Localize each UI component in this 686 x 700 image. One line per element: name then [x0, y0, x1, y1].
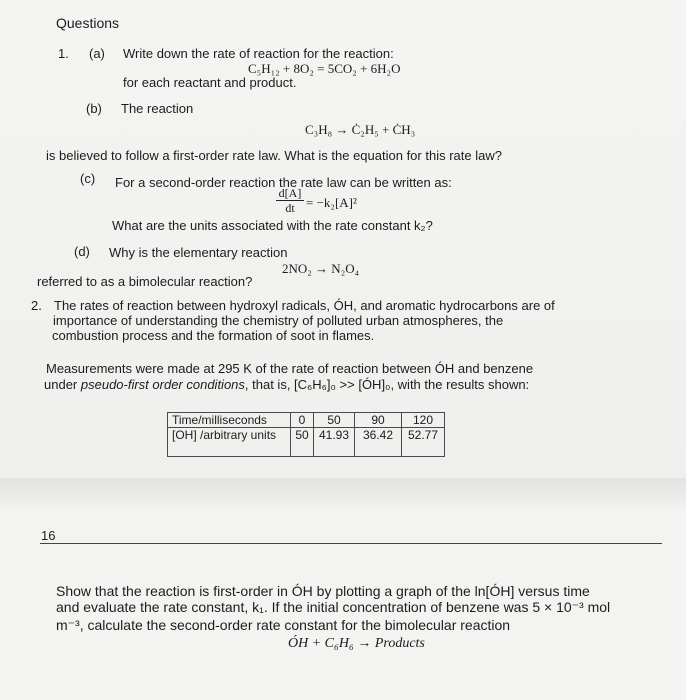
- table-cell: 41.93: [314, 428, 355, 457]
- page-break: [0, 478, 686, 508]
- q1a-label: (a): [89, 46, 105, 61]
- footer-rule: [40, 543, 662, 544]
- q1a-equation: C₅H₁₂ + 8O₂ = 5CO₂ + 6H₂O: [248, 61, 401, 76]
- q2-number: 2.: [31, 298, 42, 313]
- page-number: 16: [41, 528, 56, 543]
- table-cell: 0: [291, 413, 314, 428]
- q1c-text2: What are the units associated with the rate constant k₂?: [112, 218, 433, 233]
- q2-meas-pre: under: [44, 377, 81, 392]
- table-cell: 36.42: [355, 428, 402, 457]
- q2-meas-line1: Measurements were made at 295 K of the rate of reaction between ÓH and benzene: [46, 361, 534, 376]
- q1c-frac-den: dt: [285, 201, 295, 215]
- q2-line2: importance of understanding the chemistry of polluted urban atmospheres, the: [53, 313, 504, 328]
- q1c-text: For a second-order reaction the rate law can be written as:: [115, 175, 452, 190]
- q1d-text: Why is the elementary reaction: [109, 245, 288, 260]
- q1a-text: Write down the rate of reaction for the reaction:: [123, 46, 394, 61]
- table-row: [168, 428, 445, 457]
- q1c-label: (c): [80, 171, 96, 186]
- q1d-equation: 2NO₂ → N₂O₄: [282, 261, 360, 276]
- table-cell: 50: [314, 413, 355, 428]
- table-row-label-time: Time/milliseconds: [168, 413, 291, 428]
- q1d-text2: referred to as a bimolecular reaction?: [37, 274, 253, 289]
- q1b-equation: C₃H₈ → Ċ₂H₅ + ĊH₃: [305, 122, 416, 137]
- table-row: [168, 413, 445, 428]
- results-table: [167, 412, 445, 457]
- q1-number: 1.: [58, 46, 69, 61]
- q2-line3: combustion process and the formation of soot in flames.: [52, 328, 375, 343]
- q1b-label: (b): [86, 101, 102, 116]
- q1a-text2: for each reactant and product.: [123, 75, 297, 90]
- q2-line1: The rates of reaction between hydroxyl radicals, ÓH, and aromatic hydrocarbons are of: [54, 298, 555, 313]
- table-cell: 52.77: [402, 428, 445, 457]
- q1c-frac-num: d[A]: [278, 186, 302, 200]
- q2b-line3: m⁻³, calculate the second-order rate constant for the bimolecular reaction: [56, 617, 511, 633]
- q2b-equation: ÓH + C₆H₆ → Products: [288, 636, 425, 651]
- q2-meas-post: , that is, [C₆H₆]₀ >> [ÓH]₀, with the results shown:: [244, 377, 530, 392]
- q2-meas-line2: [44, 377, 529, 392]
- table-cell: 120: [402, 413, 445, 428]
- q1b-text2: is believed to follow a first-order rate law. What is the equation for this rate law?: [46, 148, 502, 163]
- q2-meas-italic: pseudo-first order conditions: [80, 377, 245, 392]
- q2b-line1: Show that the reaction is first-order in ÓH by plotting a graph of the ln[ÓH] versus time: [56, 583, 590, 599]
- q2b-line2: and evaluate the rate constant, k₁. If the initial concentration of benzene was 5 × 10⁻³ mol: [56, 599, 611, 615]
- heading: Questions: [56, 15, 120, 31]
- q1c-derivative: [276, 187, 304, 214]
- table-cell: 50: [291, 428, 314, 457]
- table-row-label-oh: [OH] /arbitrary units: [168, 428, 291, 457]
- table-cell: 90: [355, 413, 402, 428]
- q1d-label: (d): [74, 244, 90, 259]
- q1b-text: The reaction: [121, 101, 194, 116]
- q1c-equation: = −k₂[A]²: [306, 195, 357, 210]
